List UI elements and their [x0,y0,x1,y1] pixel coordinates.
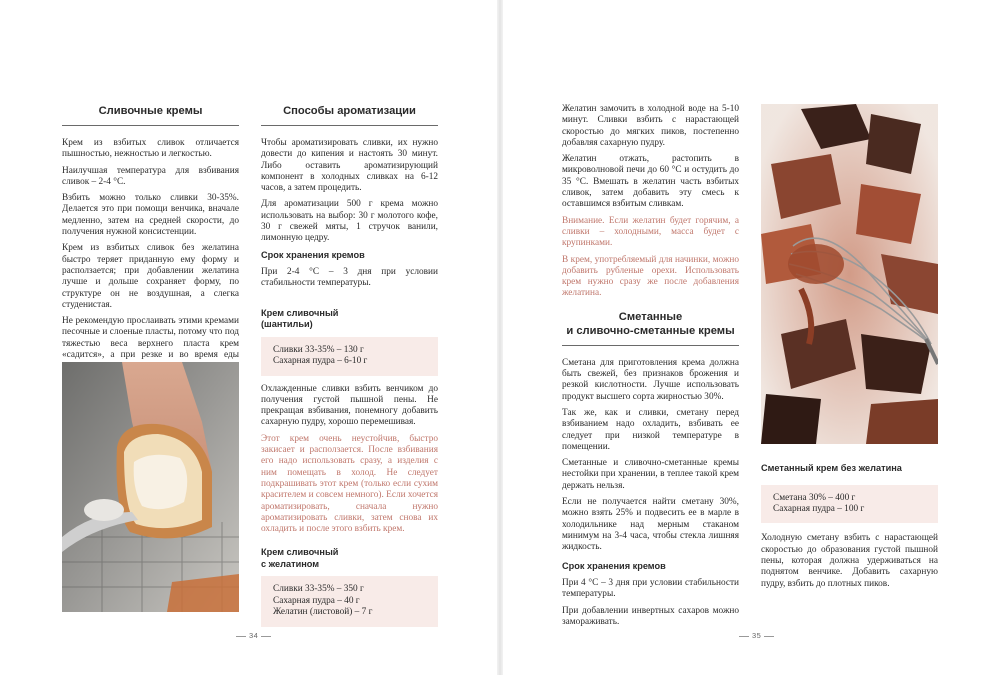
paragraph: Крем из взбитых сливок без желатина быстро теряет приданную ему форму и расползается; при добавлении желатина лучше и дольше сохраняет форму, по структуре он не воздушная, а слегка студенистая. [62,243,239,310]
heading-rule [562,345,739,346]
ingredients-box-sour-cream [761,485,938,524]
heading-cream-creams: Сливочные кремы [98,105,203,117]
paragraph: Не рекомендую прослаивать этими кремами песочные и слоеные пласты, потому что под тяжестью веса верхнего пласта крем «садится», а при резке и во время еды [62,316,239,361]
page-number-left: 34 [233,631,274,640]
note-text: В крем, употребляемый для начинки, можно добавить рубленые орехи. Использовать крем нужно сразу же после добавления желатина. [562,254,739,299]
recipe-gelatin-subtitle: с желатином [261,558,320,569]
paragraph: Чтобы ароматизировать сливки, их нужно довести до кипения и настоять 30 минут. Либо оставить ароматизирующий компонент в холодных сливках на 6-12 часов, а затем процедить. [261,138,438,194]
recipe-note [261,434,438,536]
paragraph: Если не получается найти сметану 30%, можно взять 25% и подвесить ее в марле в холодильнике над мерным стаканом минимум на 3-4 часа, чтобы стекла лишняя жидкость. [562,497,739,553]
recipe-gelatin-title: Крем сливочный [261,547,339,558]
ingredient: Сахарная пудра – 100 г [773,503,865,514]
recipe-sour-cream-title: Сметанный крем без желатина [761,463,902,473]
right-column-2 [761,463,938,595]
heading-sour-cream-l1: Сметанные [618,310,683,323]
ingredient: Сливки 33-35% – 350 г [273,584,364,595]
paragraph: Наилучшая температура для взбивания сливок – 2-4 °С. [62,165,239,187]
left-column-2 [261,104,438,627]
chocolate-image [761,104,938,444]
heading-rule [261,125,438,126]
paragraph: Так же, как и сливки, сметану перед взбиванием надо охладить, взбивать ее следует при низкой температуре в помещении. [562,407,739,452]
storage-title: Срок хранения кремов [261,249,365,260]
left-column-1 [62,104,239,378]
ingredients-box-gelatin [261,576,438,626]
paragraph: Крем из взбитых сливок отличается пышностью, нежностью и легкостью. [62,138,239,160]
recipe-instructions: Холодную сметану взбить с нарастающей скоростью до образования густой пышной пены, которая должна удерживаться на поднятом венчике. Добавить сахарную пудру, взбить до плотных пиков. [761,533,938,589]
heading-flavoring-methods: Способы ароматизации [283,105,416,117]
book-gutter [497,0,503,675]
ingredient: Сметана 30% – 400 г [773,492,856,503]
right-column-1 [562,104,739,633]
storage-title: Срок хранения кремов [562,560,666,571]
storage-note: При добавлении инвертных сахаров можно замораживать. [562,605,739,627]
toast-cream-image [62,362,239,612]
recipe-instructions: Охлажденные сливки взбить венчиком до получения густой пышной пены. Не прекращая взбивания, понемногу добавить сахарную пудру, хорошо перемешивая. [261,383,438,428]
storage-text: При 4 °С – 3 дня при условии стабильности температуры. [562,578,739,600]
page-number-right: 35 [736,631,777,640]
paragraph: Для ароматизации 500 г крема можно использовать на выбор: 30 г молотого кофе, 30 г свежей мяты, 1 стручок ванили, лимонную цедру. [261,199,438,244]
ingredients-box-chantilly [261,337,438,376]
chocolate-whisk-photo [761,104,938,444]
notes-block [562,216,739,300]
toast-cream-photo [62,362,239,612]
ingredient: Сливки 33-35% – 130 г [273,344,364,355]
storage-text: При 2-4 °С – 3 дня при условии стабильности температуры. [261,267,438,289]
paragraph: Желатин отжать, растопить в микроволновой печи до 60 °С и остудить до 35 °С. Вмешать в желатин часть взбитых сливок, затем добавить эту смесь к оставшимся взбитым сливкам. [562,154,739,210]
paragraph: Взбить можно только сливки 30-35%. Делается это при помощи венчика, вначале медленно, затем на средней скорости, до получения нужной консистенции. [62,193,239,238]
heading-rule [62,125,239,126]
ingredient: Сахарная пудра – 40 г [273,595,360,606]
heading-sour-cream-l2: и сливочно-сметанные кремы [566,324,735,337]
paragraph: Сметана для приготовления крема должна быть свежей, без признаков брожения и резкой кислотности. Лучше использовать продукт высшего сорта жирностью 30%. [562,357,739,402]
ingredient: Желатин (листовой) – 7 г [273,607,373,618]
note-text: Этот крем очень неустойчив, быстро закисает и расползается. После взбивания его надо использовать сразу, а изделия с ним помещать в холод. Не следует подкрашивать этот крем (только если сухим красителем и совсем немного). Если хочется ароматизировать, сначала нужно ароматизировать сливки, затем снова их охладить и после этого взбить крем. [261,433,438,535]
recipe-chantilly-title: Крем сливочный [261,307,339,318]
paragraph: Сметанные и сливочно-сметанные кремы нестойки при хранении, в теплее такой крем держать нельзя. [562,458,739,491]
recipe-chantilly-subtitle: (шантильи) [261,319,313,330]
note-text: Внимание. Если желатин будет горячим, а сливки – холодными, масса будет с крупинками. [562,215,739,249]
paragraph: Желатин замочить в холодной воде на 5-10 минут. Сливки взбить с нарастающей скоростью до мягких пиков, постепенно добавляя сахарную пудру. [562,104,739,148]
ingredient: Сахарная пудра – 6-10 г [273,356,368,367]
